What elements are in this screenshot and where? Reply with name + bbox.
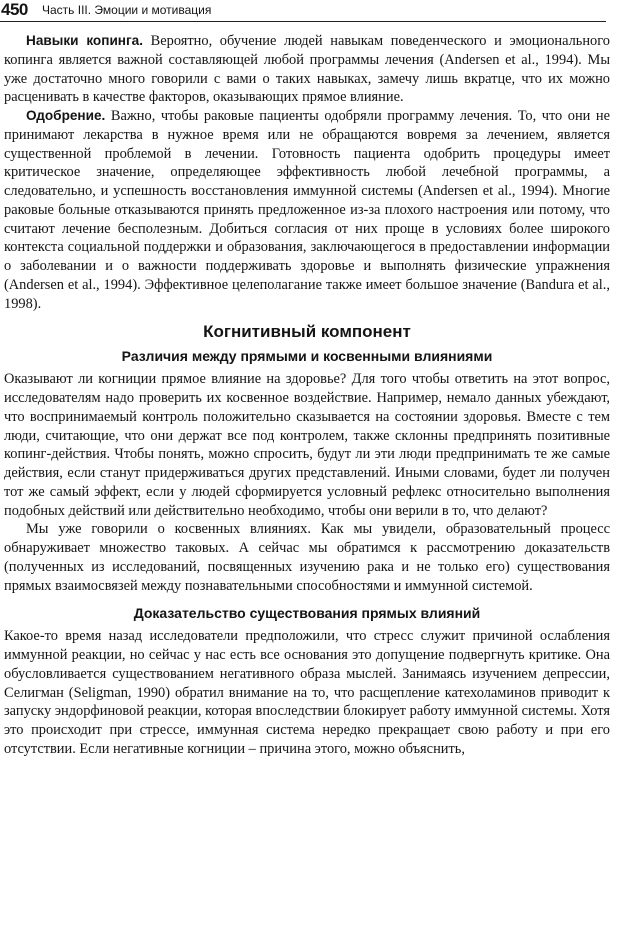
paragraph: Какое-то время назад исследователи предположили, что стресс служит причиной ослабления иммунной реакции, но сейчас у нас есть все основания это допущение подвергнуть критике. Она обусловливается существованием негативного образа мыслей. Занимаясь изучением депрессии, Селигман (Seligman, 1990) обратил внимание на то, что расщепление катехоламинов приводит к запуску эндорфиновой реакции, которая впоследствии блокирует работу иммунной системы. Хотя это происходит при стрессе, иммунная система нередко прекращает свою работу и при его отсутствии. Если негативные когниции – причина этого, можно объяснить, xyxy=(4,628,610,757)
paragraph-approval xyxy=(4,107,610,313)
subsection-title: Различия между прямыми и косвенными влияниями xyxy=(121,348,493,365)
paragraph: Оказывают ли когниции прямое влияние на здоровье? Для того чтобы ответить на этот вопрос, исследователям надо проверить их косвенное воздействие. Например, немало данных убеждают, что воспринимаемый контроль положительно сказывается на состоянии здоровья. Вместе с тем люди, считающие, что они держат все под контролем, также склонны предпринять позитивные копинг-действия. Чтобы понять, можно спросить, будут ли эти люди предпринимать те же самые действия, если станут придерживаться других представлений. Иными словами, будет ли получен тот же самый эффект, если у людей сформируется условный рефлекс относительно выполнения подобных действий или действительно необходимо, чтобы они верили в то, что делают? xyxy=(4,371,610,519)
paragraph-lead: Навыки копинга. xyxy=(26,33,144,48)
paragraph-text: Вероятно, обучение людей навыкам поведенческого и эмоционального копинга является важной составляющей любой программы лечения (Andersen et al., 1994). Мы уже достаточно много говорили с вами о таких навыках, замечу лишь вкратце, что их можно расценивать в качестве факторов, оказывающих прямое влияние. xyxy=(4,33,610,106)
paragraph-lead: Одобрение. xyxy=(26,108,106,123)
body-text xyxy=(4,32,610,759)
paragraph-coping-skills xyxy=(4,32,610,107)
running-head: Часть III. Эмоции и мотивация xyxy=(42,3,212,17)
subsection-title: Доказательство существования прямых влияний xyxy=(133,605,481,622)
header-rule xyxy=(0,21,606,22)
paragraph: Мы уже говорили о косвенных влияниях. Как мы увидели, образовательный процесс обнаруживает множество таковых. А сейчас мы обратимся к рассмотрению доказательств (полученных из исследований, посвященных изучению рака и не только его) существования прямых взаимосвязей между познавательными способностями и иммунной системой. xyxy=(4,521,610,594)
page-number: 450 xyxy=(1,0,28,19)
paragraph-text: Важно, чтобы раковые пациенты одобряли программу лечения. То, что они не принимают лекарства в нужное время или не обращаются вовремя за лечением, является существенной проблемой в лечении. Готовность пациента одобрить процедуры имеет критическое значение, определяющее эффективность любой лечебной программы, а следовательно, и успешность восстановления иммунной системы (Andersen et al., 1994). Многие раковые больные отказываются принять предложенное из-за плохого настроения или потому, что считают лечение бесполезным. Добиться согласия от них проще в условиях более широкого контекста социальной поддержки и образования, заключающегося в предоставлении информации о заболевании и о важности поддерживать здоровье и выполнять физические упражнения (Andersen et al., 1994). Эффективное целеполагание также имеет большое значение (Bandura et al., 1998). xyxy=(4,108,610,312)
page-header xyxy=(0,0,620,22)
section-title: Когнитивный компонент xyxy=(203,322,411,342)
